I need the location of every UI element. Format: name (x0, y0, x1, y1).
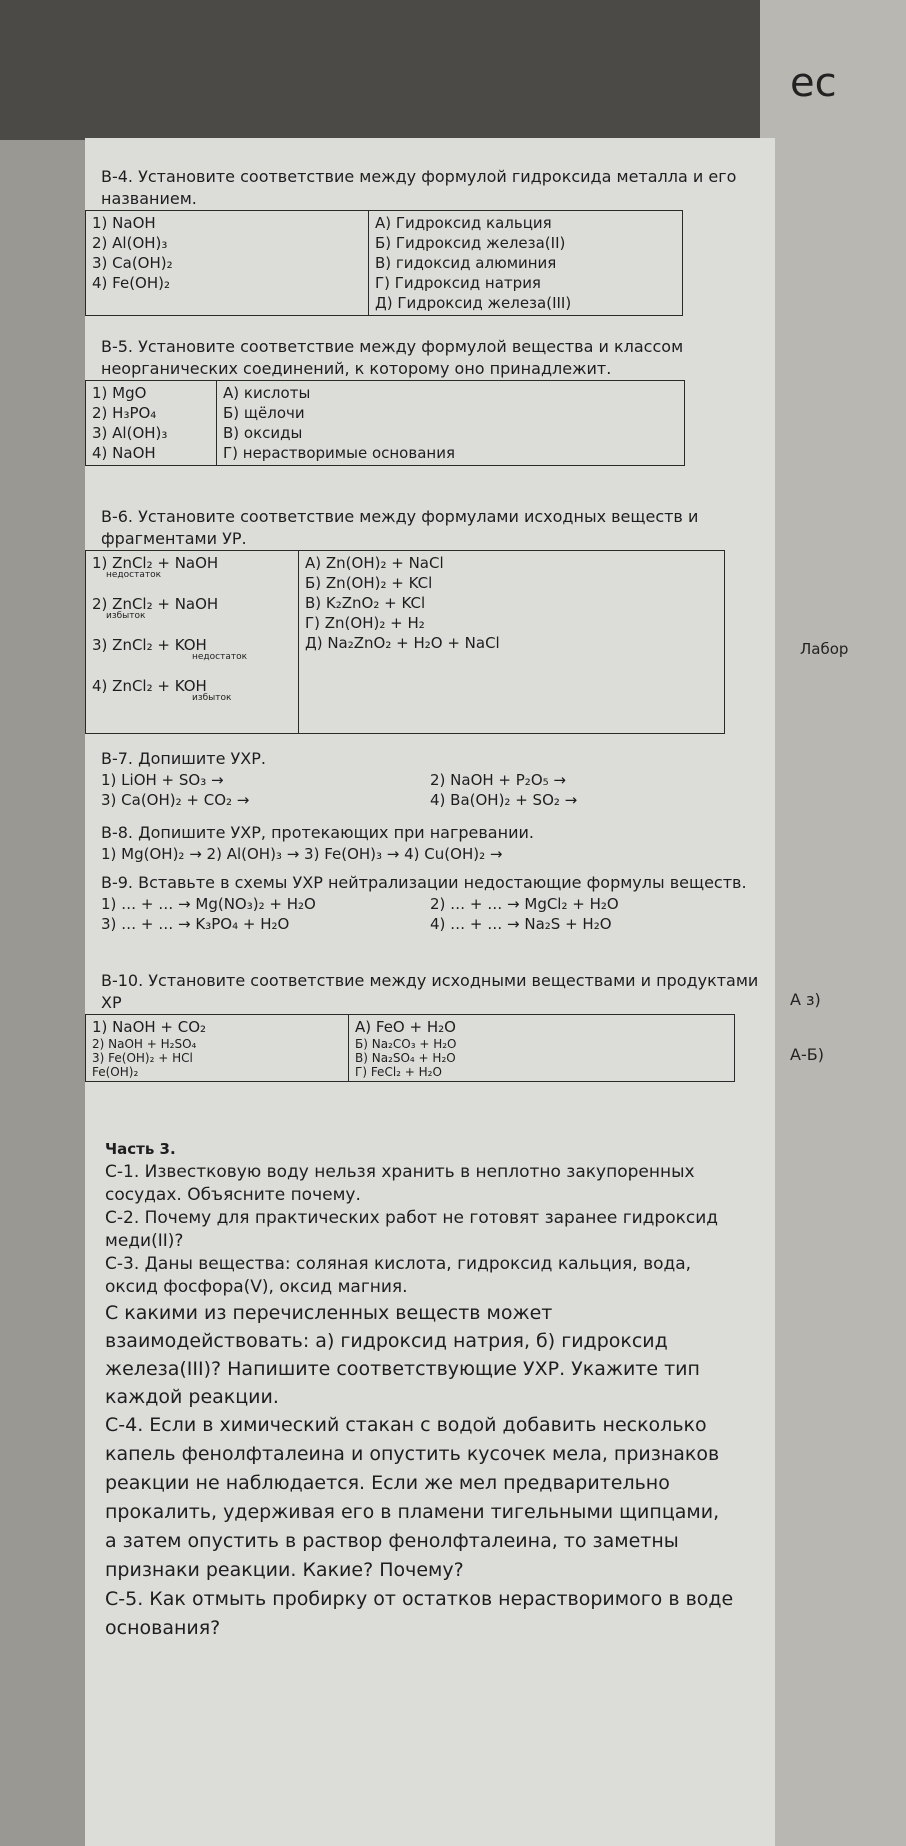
table-cell: А) FeO + H₂O (355, 1018, 456, 1036)
table-cell: Б) Гидроксид железа(II) (375, 234, 566, 252)
equation-line: 1) Mg(OH)₂ → 2) Al(OH)₃ → 3) Fe(OH)₃ → 4) Cu(OH)₂ → (101, 845, 503, 863)
table-cell: В) оксиды (223, 424, 303, 442)
table-cell: 1) MgO (92, 384, 147, 402)
section-b10 (85, 970, 775, 1082)
background-left-page (0, 140, 85, 1846)
table-cell: Б) Zn(OH)₂ + KCl (305, 574, 433, 592)
table-cell: 1) NaOH (92, 214, 156, 232)
condition-note: недостаток (192, 652, 248, 662)
equation-row (85, 790, 775, 810)
matching-table (85, 1014, 735, 1082)
table-cell: Г) Гидроксид натрия (375, 274, 541, 292)
matching-table (85, 380, 685, 466)
worksheet-page (85, 138, 775, 1846)
background-right-area (760, 0, 906, 1846)
question-c4: С-4. Если в химический стакан с водой добавить несколько капель фенолфталеина и опустить кусочек мела, признаков реакции не наблюдается. Если же мел предварительно прокалить, удерживая его в пламени тигельными щипцами, а затем опустить в раствор фенолфталеина, то заметны признаки реакции. Какие? Почему? (105, 1414, 720, 1581)
edge-fragment: А-Б) (790, 1045, 824, 1064)
left-column (86, 381, 217, 466)
edge-fragment: Лабор (800, 640, 849, 658)
table-cell: Г) нерастворимые основания (223, 444, 455, 462)
table-cell: 1) NaOH + CO₂ (92, 1018, 207, 1036)
table-cell: 1) ZnCl₂ + NaOH (92, 554, 219, 572)
equation: 2) … + … → MgCl₂ + H₂O (430, 895, 619, 913)
equation: 3) Ca(OH)₂ + CO₂ → (101, 791, 250, 809)
table-cell: Д) Гидроксид железа(III) (375, 294, 572, 312)
table-cell: 3) Al(OH)₃ (92, 424, 168, 442)
equation: 4) … + … → Na₂S + H₂O (430, 915, 612, 933)
section-heading: B-6. Установите соответствие между формулами исходных веществ и фрагментами УР. (101, 507, 699, 548)
table-cell: Г) Zn(OH)₂ + H₂ (305, 614, 425, 632)
table-cell: А) кислоты (223, 384, 311, 402)
equation-row (85, 894, 775, 914)
section-heading: B-10. Установите соответствие между исходными веществами и продуктами ХР (101, 971, 759, 1012)
table-cell: 2) NaOH + H₂SO₄ (92, 1037, 197, 1051)
condition-note: недостаток (106, 570, 162, 580)
condition-note: избыток (192, 693, 232, 703)
table-cell: Fe(OH)₂ (92, 1065, 139, 1079)
section-part3 (85, 1138, 755, 1643)
table-cell: Г) FeCl₂ + H₂O (355, 1065, 442, 1079)
section-heading: B-9. Вставьте в схемы УХР нейтрализации недостающие формулы веществ. (101, 873, 747, 892)
right-column (299, 551, 725, 734)
table-cell: 3) Ca(OH)₂ (92, 254, 173, 272)
section-b5 (85, 336, 775, 466)
part-title: Часть 3. (105, 1140, 176, 1158)
left-column (86, 551, 299, 734)
table-cell: В) K₂ZnO₂ + KCl (305, 594, 426, 612)
equation: 1) LiOH + SO₃ → (101, 771, 224, 789)
matching-table (85, 550, 725, 734)
table-cell: А) Zn(OH)₂ + NaCl (305, 554, 444, 572)
equation: 4) Ba(OH)₂ + SO₂ → (430, 791, 578, 809)
table-cell: 4) Fe(OH)₂ (92, 274, 171, 292)
table-cell: 2) H₃PO₄ (92, 404, 157, 422)
question-c2: С-2. Почему для практических работ не готовят заранее гидроксид меди(II)? (105, 1208, 719, 1251)
table-cell: В) Na₂SO₄ + H₂O (355, 1051, 456, 1065)
equation-row (85, 914, 775, 934)
section-heading: B-5. Установите соответствие между формулой вещества и классом неорганических соединений, к которому оно принадлежит. (101, 337, 684, 378)
section-b7 (85, 748, 775, 810)
section-heading: B-7. Допишите УХР. (101, 749, 266, 768)
right-column (369, 211, 683, 316)
question-c3-task: С какими из перечисленных веществ может взаимодействовать: а) гидроксид натрия, б) гидроксид железа(III)? Напишите соответствующие УХР. Укажите тип каждой реакции. (105, 1302, 700, 1408)
table-cell: Б) щёлочи (223, 404, 305, 422)
condition-note: избыток (106, 611, 146, 621)
equation: 2) NaOH + P₂O₅ → (430, 771, 566, 789)
equation: 1) … + … → Mg(NO₃)₂ + H₂O (101, 895, 316, 913)
edge-fragment: ес (790, 60, 837, 106)
left-column (86, 1015, 349, 1082)
table-cell: 3) ZnCl₂ + KOH (92, 636, 207, 654)
table-cell: А) Гидроксид кальция (375, 214, 552, 232)
table-cell: Д) Na₂ZnO₂ + H₂O + NaCl (305, 634, 500, 652)
question-c3-intro: С-3. Даны вещества: соляная кислота, гидроксид кальция, вода, оксид фосфора(V), оксид магния. (105, 1254, 692, 1297)
table-cell: Б) Na₂CO₃ + H₂O (355, 1037, 457, 1051)
equation-row (85, 770, 775, 790)
right-column (349, 1015, 735, 1082)
section-heading: B-8. Допишите УХР, протекающих при нагревании. (101, 823, 534, 842)
question-c1: С-1. Известковую воду нельзя хранить в неплотно закупоренных сосудах. Объясните почему. (105, 1162, 695, 1205)
table-cell: 2) ZnCl₂ + NaOH (92, 595, 219, 613)
question-c5: С-5. Как отмыть пробирку от остатков нерастворимого в воде основания? (105, 1588, 734, 1639)
section-b6 (85, 506, 775, 734)
table-cell: 4) ZnCl₂ + KOH (92, 677, 207, 695)
section-heading: B-4. Установите соответствие между формулой гидроксида металла и его названием. (101, 167, 737, 208)
equation: 3) … + … → K₃PO₄ + H₂O (101, 915, 290, 933)
section-b4 (85, 166, 775, 316)
edge-fragment: А з) (790, 990, 821, 1009)
left-column (86, 211, 369, 316)
table-cell: 2) Al(OH)₃ (92, 234, 168, 252)
table-cell: 4) NaOH (92, 444, 156, 462)
table-cell: 3) Fe(OH)₂ + HCl (92, 1051, 193, 1065)
table-cell: В) гидоксид алюминия (375, 254, 557, 272)
section-b8 (85, 822, 775, 864)
section-b9 (85, 872, 775, 934)
matching-table (85, 210, 683, 316)
right-column (217, 381, 685, 466)
